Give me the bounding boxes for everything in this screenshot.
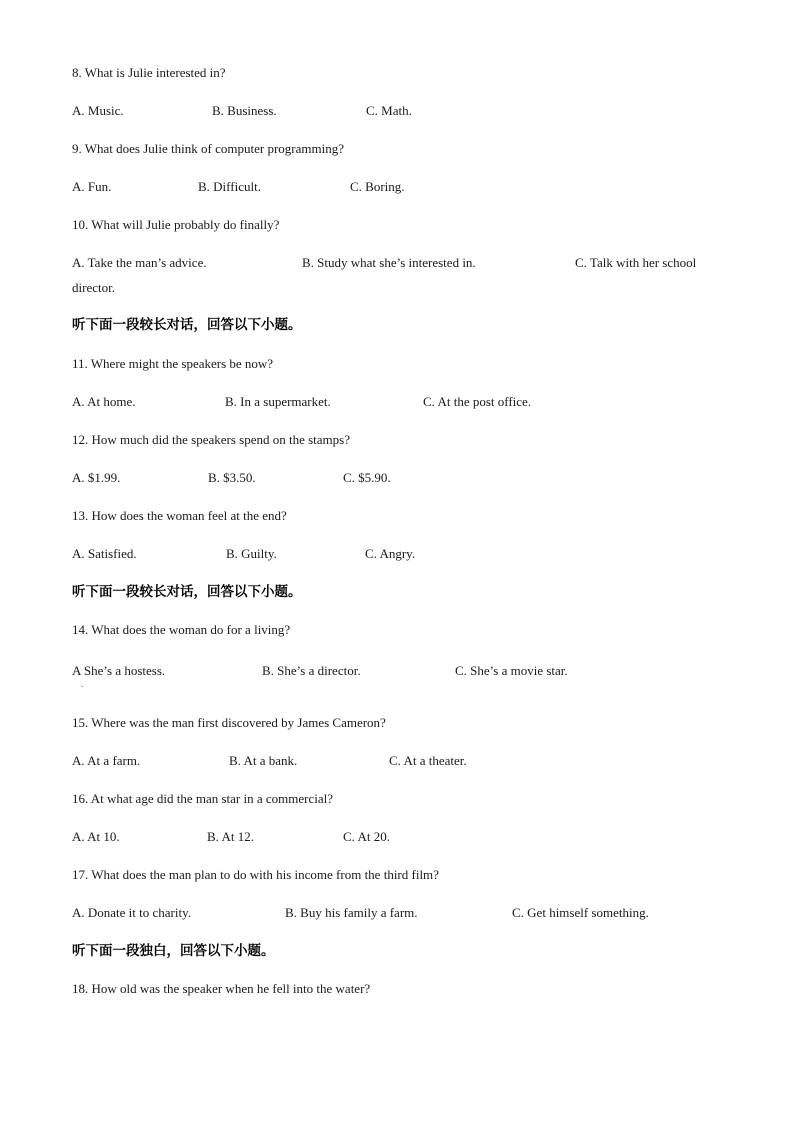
question-15: 15. Where was the man first discovered by James Cameron? <box>72 715 386 730</box>
q9-option-a: A. Fun. <box>72 179 112 194</box>
question-16: 16. At what age did the man star in a commercial? <box>72 791 333 806</box>
q11-option-b: B. In a supermarket. <box>225 394 331 409</box>
q16-option-a: A. At 10. <box>72 829 120 844</box>
q12-option-c: C. $5.90. <box>343 470 391 485</box>
section-heading-monologue: 听下面一段独白，回答以下小题。 <box>72 943 275 959</box>
q17-option-a: A. Donate it to charity. <box>72 905 192 920</box>
q8-option-b: B. Business. <box>212 103 277 118</box>
question-18: 18. How old was the speaker when he fell into the water? <box>72 981 371 996</box>
q12-option-b: B. $3.50. <box>208 470 256 485</box>
question-9: 9. What does Julie think of computer programming? <box>72 141 344 156</box>
q10-option-a: A. Take the man’s advice. <box>72 255 207 270</box>
section-heading-dialogue-2: 听下面一段较长对话，回答以下小题。 <box>72 584 302 600</box>
q16-option-b: B. At 12. <box>207 829 254 844</box>
q10-option-b: B. Study what she’s interested in. <box>302 255 476 270</box>
question-14: 14. What does the woman do for a living? <box>72 622 291 637</box>
q15-option-c: C. At a theater. <box>389 753 467 768</box>
q13-option-b: B. Guilty. <box>226 546 277 561</box>
q8-option-c: C. Math. <box>366 103 412 118</box>
q17-option-b: B. Buy his family a farm. <box>285 905 418 920</box>
question-10: 10. What will Julie probably do finally? <box>72 217 280 232</box>
question-11: 11. Where might the speakers be now? <box>72 356 274 371</box>
question-17: 17. What does the man plan to do with his income from the third film? <box>72 867 439 882</box>
q11-option-a: A. At home. <box>72 394 136 409</box>
stray-dot-mark: . <box>81 680 83 689</box>
question-13: 13. How does the woman feel at the end? <box>72 508 287 523</box>
q15-option-a: A. At a farm. <box>72 753 141 768</box>
q17-option-c: C. Get himself something. <box>512 905 649 920</box>
q9-option-c: C. Boring. <box>350 179 405 194</box>
question-12: 12. How much did the speakers spend on the stamps? <box>72 432 351 447</box>
q10-option-c: C. Talk with her school <box>575 255 697 270</box>
q8-option-a: A. Music. <box>72 103 124 118</box>
q14-option-b: B. She’s a director. <box>262 663 361 678</box>
q13-option-a: A. Satisfied. <box>72 546 137 561</box>
q10-option-c-continued: director. <box>72 280 115 295</box>
q9-option-b: B. Difficult. <box>198 179 261 194</box>
q14-option-c: C. She’s a movie star. <box>455 663 568 678</box>
q11-option-c: C. At the post office. <box>423 394 532 409</box>
section-heading-dialogue-1: 听下面一段较长对话，回答以下小题。 <box>72 317 302 333</box>
q14-option-a: A She’s a hostess. <box>72 663 166 678</box>
q16-option-c: C. At 20. <box>343 829 390 844</box>
q15-option-b: B. At a bank. <box>229 753 298 768</box>
q12-option-a: A. $1.99. <box>72 470 121 485</box>
q13-option-c: C. Angry. <box>365 546 416 561</box>
question-8: 8. What is Julie interested in? <box>72 65 226 80</box>
